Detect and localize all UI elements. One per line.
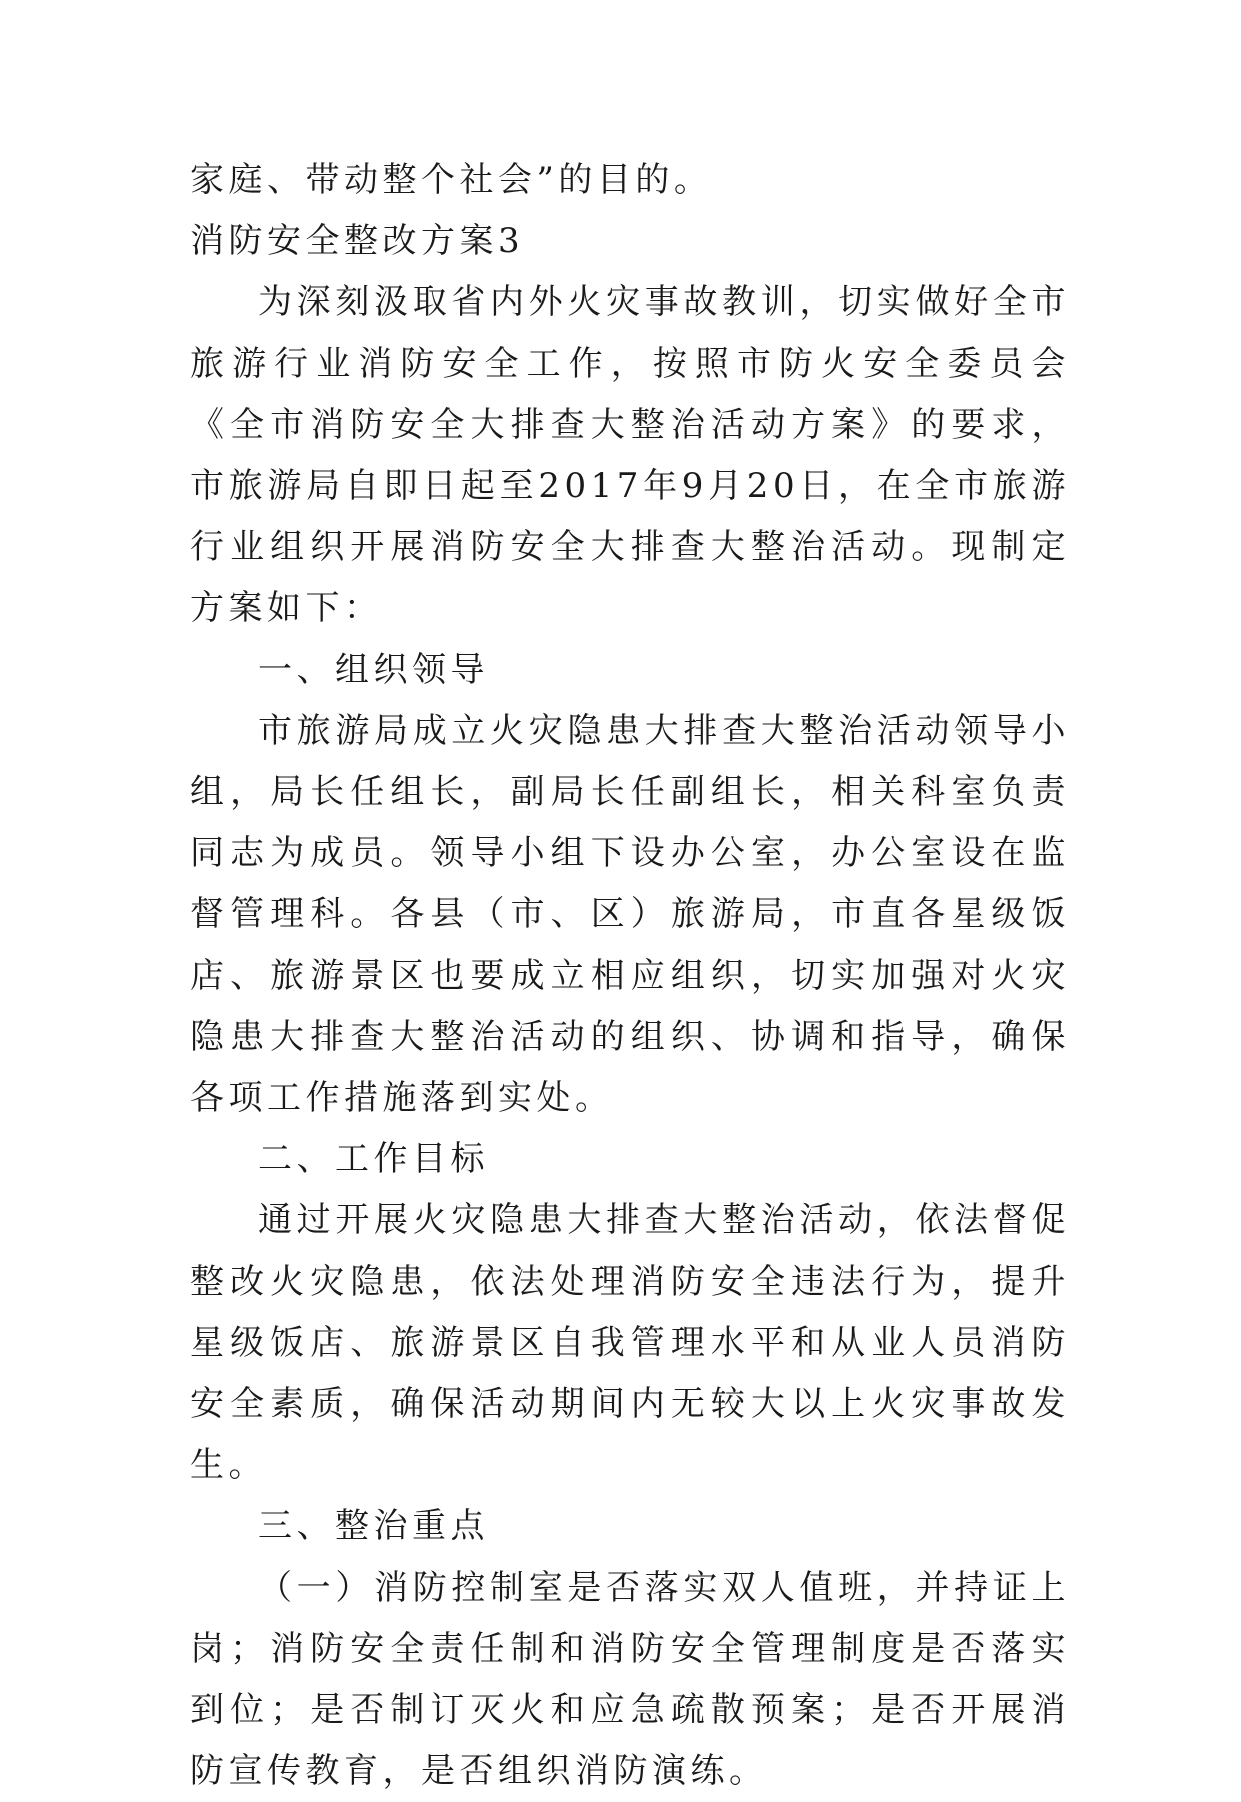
- intro-paragraph: 为深刻汲取省内外火灾事故教训，切实做好全市旅游行业消防安全工作，按照市防火安全委员会《全市消防安全大排查大整治活动方案》的要求，市旅游局自即日起至2017年9月20日，在全市旅游行业组织开展消防安全大排查大整治活动。现制定方案如下：: [190, 282, 1070, 629]
- continuation-paragraph: 家庭、带动整个社会”的目的。: [190, 160, 713, 200]
- focus-item-1-paragraph: （一）消防控制室是否落实双人值班，并持证上岗；消防安全责任制和消防安全管理制度是否落实到位；是否制订灭火和应急疏散预案；是否开展消防宣传教育，是否组织消防演练。: [190, 1567, 1070, 1792]
- heading-organization: 一、组织领导: [258, 649, 489, 690]
- goals-paragraph: 通过开展火灾隐患大排查大整治活动，依法督促整改火灾隐患，依法处理消防安全违法行为，提升星级饭店、旅游景区自我管理水平和从业人员消防安全素质，确保活动期间内无较大以上火灾事故发生。: [190, 1200, 1070, 1486]
- heading-goals: 二、工作目标: [258, 1139, 489, 1180]
- section-title: 消防安全整改方案3: [190, 221, 525, 262]
- heading-focus: 三、整治重点: [258, 1506, 489, 1547]
- organization-paragraph: 市旅游局成立火灾隐患大排查大整治活动领导小组，局长任组长，副局长任副组长，相关科室负责同志为成员。领导小组下设办公室，办公室设在监督管理科。各县（市、区）旅游局，市直各星级饭店、旅游景区也要成立相应组织，切实加强对火灾隐患大排查大整治活动的组织、协调和指导，确保各项工作措施落到实处。: [190, 710, 1070, 1119]
- document-body: [190, 150, 1070, 1802]
